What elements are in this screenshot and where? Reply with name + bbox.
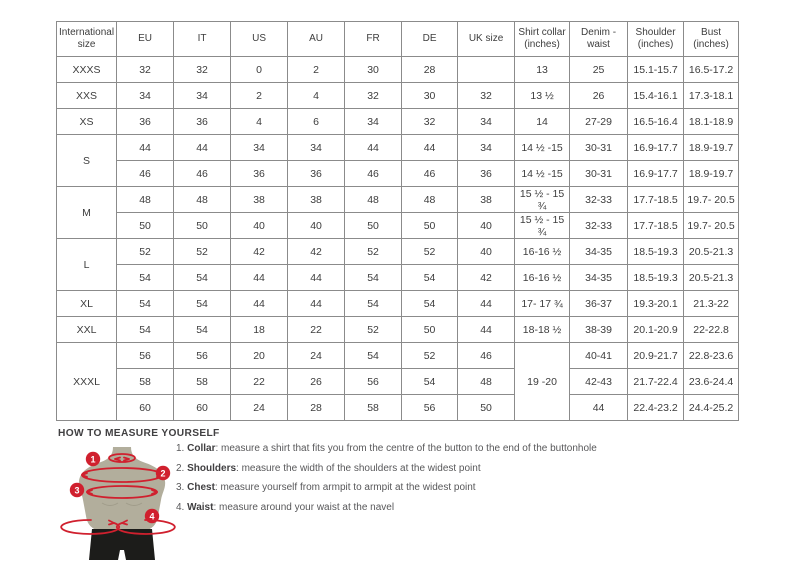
- table-cell: 40: [458, 213, 515, 239]
- table-row: [57, 291, 739, 317]
- table-cell: 54: [402, 291, 458, 317]
- table-cell: 16-16 ½: [515, 265, 570, 291]
- note-label: Chest: [187, 482, 215, 493]
- table-row: [57, 265, 739, 291]
- table-cell: 54: [117, 317, 174, 343]
- table-cell: 34: [117, 83, 174, 109]
- table-cell: 34: [231, 135, 288, 161]
- table-cell: XXL: [57, 317, 117, 343]
- note-label: Waist: [187, 501, 214, 513]
- table-cell: 58: [345, 395, 402, 421]
- table-cell: 54: [402, 265, 458, 291]
- badge-2-label: 2: [160, 468, 166, 479]
- badge-1-label: 1: [90, 454, 96, 465]
- table-cell: 17.3-18.1: [684, 83, 739, 109]
- table-cell: S: [57, 135, 117, 187]
- table-cell: 20: [231, 343, 288, 369]
- table-cell: 6: [288, 109, 345, 135]
- table-cell: 46: [402, 161, 458, 187]
- table-cell: 13: [515, 57, 570, 83]
- table-cell: 40: [231, 213, 288, 239]
- table-cell: XS: [57, 109, 117, 135]
- table-cell: 14: [515, 109, 570, 135]
- table-cell: 48: [458, 369, 515, 395]
- table-cell: 56: [402, 395, 458, 421]
- measure-notes-list: [176, 443, 636, 521]
- column-header: FR: [345, 22, 402, 57]
- table-cell: 42: [288, 239, 345, 265]
- table-cell: 50: [458, 395, 515, 421]
- table-cell: 32-33: [570, 213, 628, 239]
- table-cell: 15.1-15.7: [628, 57, 684, 83]
- note-text: : measure yourself from armpit to armpit at the widest point: [214, 482, 476, 493]
- table-cell: 4: [231, 109, 288, 135]
- table-cell: 18.9-19.7: [684, 161, 739, 187]
- table-cell: 50: [402, 317, 458, 343]
- table-cell: 18.5-19.3: [628, 239, 684, 265]
- badge-3-label: 3: [74, 485, 80, 496]
- column-header: UK size: [458, 22, 515, 57]
- note-text: : measure around your waist at the navel: [213, 501, 395, 513]
- note-label: Shoulders: [187, 462, 237, 474]
- table-cell: 44: [570, 395, 628, 421]
- table-cell: 46: [458, 343, 515, 369]
- table-cell: 54: [117, 265, 174, 291]
- table-cell: 34-35: [570, 265, 628, 291]
- table-cell: 44: [345, 135, 402, 161]
- table-cell: 36: [117, 109, 174, 135]
- table-cell: 54: [345, 291, 402, 317]
- measure-note: [176, 502, 636, 513]
- table-row: [57, 135, 739, 161]
- note-number: 4.: [176, 501, 188, 513]
- table-cell: 26: [570, 83, 628, 109]
- table-cell: 52: [402, 343, 458, 369]
- table-cell: 36: [231, 161, 288, 187]
- size-chart-table: [56, 21, 739, 421]
- table-cell: 24: [231, 395, 288, 421]
- table-cell: 60: [174, 395, 231, 421]
- table-cell: [458, 57, 515, 83]
- table-cell: 54: [174, 317, 231, 343]
- table-cell: 24.4-25.2: [684, 395, 739, 421]
- table-cell: 4: [288, 83, 345, 109]
- table-cell: 17.7-18.5: [628, 213, 684, 239]
- table-cell: 32: [174, 57, 231, 83]
- table-cell: 17.7-18.5: [628, 187, 684, 213]
- column-header: Denim - waist: [570, 22, 628, 57]
- table-cell: 19 -20: [515, 343, 570, 421]
- table-row: [57, 57, 739, 83]
- table-cell: 54: [345, 265, 402, 291]
- table-cell: 42: [458, 265, 515, 291]
- table-cell: 44: [458, 291, 515, 317]
- table-cell: 46: [174, 161, 231, 187]
- table-cell: M: [57, 187, 117, 239]
- table-cell: 58: [174, 369, 231, 395]
- column-header: DE: [402, 22, 458, 57]
- note-number: 2.: [176, 462, 188, 474]
- table-cell: 30: [345, 57, 402, 83]
- table-cell: 48: [345, 187, 402, 213]
- table-body: [57, 57, 739, 421]
- column-header: Bust (inches): [684, 22, 739, 57]
- table-cell: 58: [117, 369, 174, 395]
- table-cell: 36-37: [570, 291, 628, 317]
- table-cell: 16.5-16.4: [628, 109, 684, 135]
- table-cell: XXXS: [57, 57, 117, 83]
- table-cell: 15 ½ - 15 ¾: [515, 187, 570, 213]
- table-row: [57, 187, 739, 213]
- table-row: [57, 213, 739, 239]
- table-cell: 38-39: [570, 317, 628, 343]
- table-cell: 16.5-17.2: [684, 57, 739, 83]
- table-cell: 22.4-23.2: [628, 395, 684, 421]
- measure-note: [176, 463, 636, 474]
- table-cell: 25: [570, 57, 628, 83]
- note-number: 1.: [176, 443, 188, 454]
- table-cell: 52: [117, 239, 174, 265]
- table-cell: 13 ½: [515, 83, 570, 109]
- table-row: [57, 317, 739, 343]
- table-cell: 34-35: [570, 239, 628, 265]
- table-cell: 22: [231, 369, 288, 395]
- table-cell: 18: [231, 317, 288, 343]
- table-cell: 48: [117, 187, 174, 213]
- table-cell: 60: [117, 395, 174, 421]
- table-cell: 24: [288, 343, 345, 369]
- table-cell: 42: [231, 239, 288, 265]
- column-header: AU: [288, 22, 345, 57]
- table-cell: 50: [345, 213, 402, 239]
- table-cell: 20.5-21.3: [684, 239, 739, 265]
- table-cell: 34: [174, 83, 231, 109]
- table-cell: XL: [57, 291, 117, 317]
- table-cell: 2: [231, 83, 288, 109]
- table-cell: 21.7-22.4: [628, 369, 684, 395]
- table-cell: 40: [458, 239, 515, 265]
- column-header: IT: [174, 22, 231, 57]
- table-cell: 30-31: [570, 135, 628, 161]
- table-row: [57, 369, 739, 395]
- table-cell: 56: [174, 343, 231, 369]
- badge-4-label: 4: [149, 511, 155, 522]
- table-cell: 44: [402, 135, 458, 161]
- table-cell: 21.3-22: [684, 291, 739, 317]
- table-cell: 20.5-21.3: [684, 265, 739, 291]
- table-cell: 40: [288, 213, 345, 239]
- table-row: [57, 395, 739, 421]
- table-cell: 54: [174, 291, 231, 317]
- table-cell: 34: [458, 135, 515, 161]
- table-cell: 44: [231, 265, 288, 291]
- table-cell: 44: [231, 291, 288, 317]
- measure-note: [176, 443, 636, 454]
- table-cell: 36: [288, 161, 345, 187]
- table-cell: 14 ½ -15: [515, 135, 570, 161]
- table-cell: 38: [231, 187, 288, 213]
- table-cell: XXS: [57, 83, 117, 109]
- column-header: Shoulder (inches): [628, 22, 684, 57]
- table-cell: 18.9-19.7: [684, 135, 739, 161]
- table-row: [57, 239, 739, 265]
- table-cell: 23.6-24.4: [684, 369, 739, 395]
- table-cell: 22.8-23.6: [684, 343, 739, 369]
- note-number: 3.: [176, 482, 188, 493]
- table-cell: 56: [117, 343, 174, 369]
- table-cell: 16.9-17.7: [628, 161, 684, 187]
- table-cell: 56: [345, 369, 402, 395]
- table-cell: 22-22.8: [684, 317, 739, 343]
- table-cell: 44: [174, 135, 231, 161]
- table-row: [57, 109, 739, 135]
- table-cell: 26: [288, 369, 345, 395]
- table-cell: 20.1-20.9: [628, 317, 684, 343]
- table-cell: 22: [288, 317, 345, 343]
- table-cell: 48: [174, 187, 231, 213]
- table-cell: 15 ½ - 15 ¾: [515, 213, 570, 239]
- table-cell: 38: [288, 187, 345, 213]
- table-cell: 34: [458, 109, 515, 135]
- table-cell: 16.9-17.7: [628, 135, 684, 161]
- table-cell: 44: [288, 265, 345, 291]
- table-cell: 44: [117, 135, 174, 161]
- table-cell: 54: [345, 343, 402, 369]
- table-cell: 52: [345, 317, 402, 343]
- column-header: International size: [57, 22, 117, 57]
- table-cell: 19.3-20.1: [628, 291, 684, 317]
- table-cell: 36: [458, 161, 515, 187]
- table-cell: 48: [402, 187, 458, 213]
- table-cell: 17- 17 ¾: [515, 291, 570, 317]
- table-header-row: [57, 22, 739, 57]
- table-cell: 32: [117, 57, 174, 83]
- table-cell: 30-31: [570, 161, 628, 187]
- column-header: US: [231, 22, 288, 57]
- table-cell: 32: [402, 109, 458, 135]
- table-cell: 36: [174, 109, 231, 135]
- table-cell: 34: [288, 135, 345, 161]
- table-cell: 28: [402, 57, 458, 83]
- table-cell: 54: [174, 265, 231, 291]
- table-cell: 18.1-18.9: [684, 109, 739, 135]
- table-cell: 28: [288, 395, 345, 421]
- table-cell: 27-29: [570, 109, 628, 135]
- table-cell: 38: [458, 187, 515, 213]
- table-cell: 18.5-19.3: [628, 265, 684, 291]
- note-text: : measure the width of the shoulders at the widest point: [236, 462, 481, 474]
- table-cell: 14 ½ -15: [515, 161, 570, 187]
- measurement-figure: [56, 444, 192, 566]
- measure-note: [176, 482, 636, 493]
- table-cell: 50: [402, 213, 458, 239]
- table-cell: 32: [345, 83, 402, 109]
- table-cell: 2: [288, 57, 345, 83]
- table-cell: L: [57, 239, 117, 291]
- table-cell: XXXL: [57, 343, 117, 421]
- table-cell: 54: [117, 291, 174, 317]
- table-cell: 18-18 ½: [515, 317, 570, 343]
- table-cell: 40-41: [570, 343, 628, 369]
- table-cell: 52: [402, 239, 458, 265]
- table-cell: 50: [117, 213, 174, 239]
- column-header: Shirt collar (inches): [515, 22, 570, 57]
- measure-section-heading: HOW TO MEASURE YOURSELF: [58, 428, 220, 439]
- table-row: [57, 161, 739, 187]
- table-cell: 46: [117, 161, 174, 187]
- table-cell: 42-43: [570, 369, 628, 395]
- table-cell: 44: [288, 291, 345, 317]
- table-cell: 32: [458, 83, 515, 109]
- table-cell: 0: [231, 57, 288, 83]
- column-header: EU: [117, 22, 174, 57]
- table-cell: 15.4-16.1: [628, 83, 684, 109]
- table-cell: 20.9-21.7: [628, 343, 684, 369]
- table-cell: 46: [345, 161, 402, 187]
- table-cell: 50: [174, 213, 231, 239]
- table-cell: 32-33: [570, 187, 628, 213]
- table-cell: 19.7- 20.5: [684, 187, 739, 213]
- table-row: [57, 343, 739, 369]
- table-cell: 44: [458, 317, 515, 343]
- table-cell: 52: [345, 239, 402, 265]
- table-cell: 52: [174, 239, 231, 265]
- table-row: [57, 83, 739, 109]
- table-cell: 30: [402, 83, 458, 109]
- table-cell: 16-16 ½: [515, 239, 570, 265]
- table-cell: 34: [345, 109, 402, 135]
- table-cell: 54: [402, 369, 458, 395]
- note-label: Collar: [187, 443, 216, 454]
- note-text: : measure a shirt that fits you from the centre of the button to the end of the buttonhole: [215, 443, 597, 454]
- table-cell: 19.7- 20.5: [684, 213, 739, 239]
